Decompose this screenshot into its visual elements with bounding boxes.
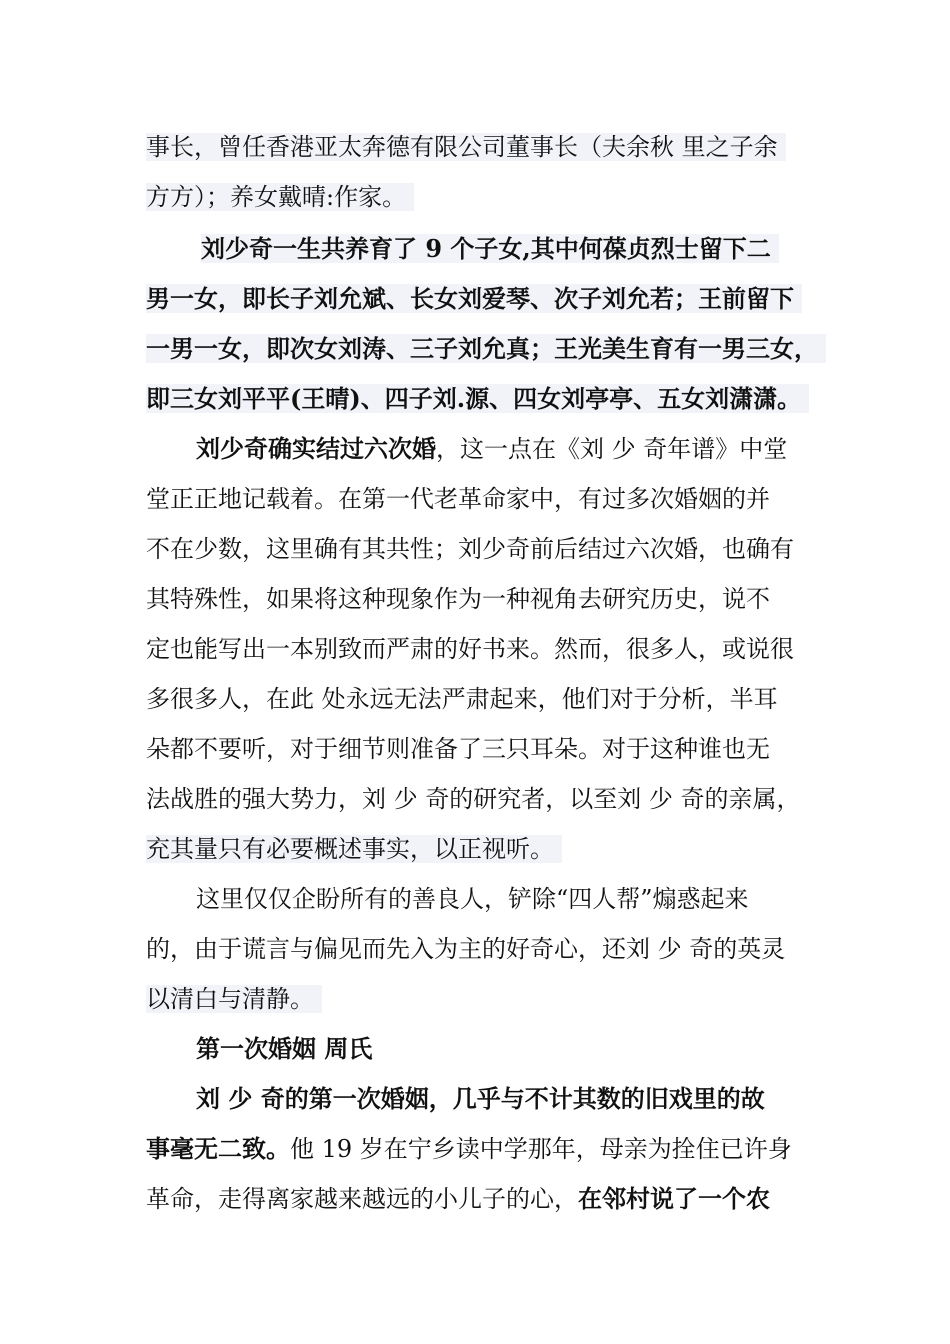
text-span: 不在少数，这里确有其共性；刘少奇前后结过六次婚，也确有 [146,535,794,563]
text-span: ，这一点在《刘 少 奇年谱》中堂 [436,435,788,463]
text-span: 一男一女，即次女刘涛、三子刘允真；王光美生育有一男三女， [146,334,826,363]
text-span: 以清白与清静。 [146,985,322,1013]
text-line [146,679,778,719]
text-line [201,229,779,269]
text-span: 革命，走得离家越来越远的小儿子的心， [146,1185,578,1213]
text-span: 的，由于谎言与偏见而先入为主的好奇心，还刘 少 奇的英灵 [146,935,786,963]
text-line [146,1129,792,1169]
text-span: 这里仅仅企盼所有的善良人，铲除“四人帮”煽惑起来 [196,885,749,913]
text-line [146,479,770,519]
text-line [196,1079,765,1119]
text-span: 多很多人，在此 处永远无法严肃起来，他们对于分析，半耳 [146,685,778,713]
text-span: 即三女刘平平(王晴)、四子刘.源、四女刘亭亭、五女刘潇潇。 [146,384,809,413]
text-line [146,729,770,769]
bold-text-span: 在邻村说了一个农 [578,1184,770,1213]
text-line [146,629,794,669]
section-heading [196,1029,372,1069]
text-line [196,429,787,469]
text-line [146,579,770,619]
text-span: 充其量只有必要概述事实，以正视听。 [146,835,562,863]
text-line [146,779,801,819]
text-line [146,379,809,419]
text-span: 刘 少 奇的第一次婚姻，几乎与不计其数的旧戏里的故 [196,1084,765,1113]
text-span: 其特殊性，如果将这种现象作为一种视角去研究历史，说不 [146,585,770,613]
text-span: 男一女，即长子刘允斌、长女刘爱琴、次子刘允若；王前留下 [146,284,802,313]
text-line [146,979,322,1019]
text-line [146,329,826,369]
bold-text-span: 事毫无二致。 [146,1134,290,1163]
text-line [146,127,786,167]
text-line [196,879,749,919]
text-span: 堂正正地记载着。在第一代老革命家中，有过多次婚姻的并 [146,485,770,513]
text-span: 法战胜的强大势力，刘 少 奇的研究者，以至刘 少 奇的亲属， [146,785,801,813]
text-line [146,279,802,319]
text-span: 他 19 岁在宁乡读中学那年，母亲为拴住已许身 [290,1135,792,1163]
text-line [146,529,794,569]
text-line [146,177,414,217]
text-span: 事长，曾任香港亚太奔德有限公司董事长（夫余秋 里之子余 [146,133,786,161]
heading-text: 第一次婚姻 周氏 [196,1034,373,1063]
text-span: 朵都不要听，对于细节则准备了三只耳朵。对于这种谁也无 [146,735,770,763]
text-span: 刘少奇一生共养育了 9 个子女,其中何葆贞烈士留下二 [201,234,779,263]
text-line [146,929,785,969]
text-span: 定也能写出一本别致而严肃的好书来。然而，很多人，或说很 [146,635,794,663]
text-line [146,829,562,869]
text-line [146,1179,770,1219]
bold-text-span: 刘少奇确实结过六次婚 [196,434,436,463]
text-span: 方方）；养女戴晴:作家。 [146,183,414,211]
